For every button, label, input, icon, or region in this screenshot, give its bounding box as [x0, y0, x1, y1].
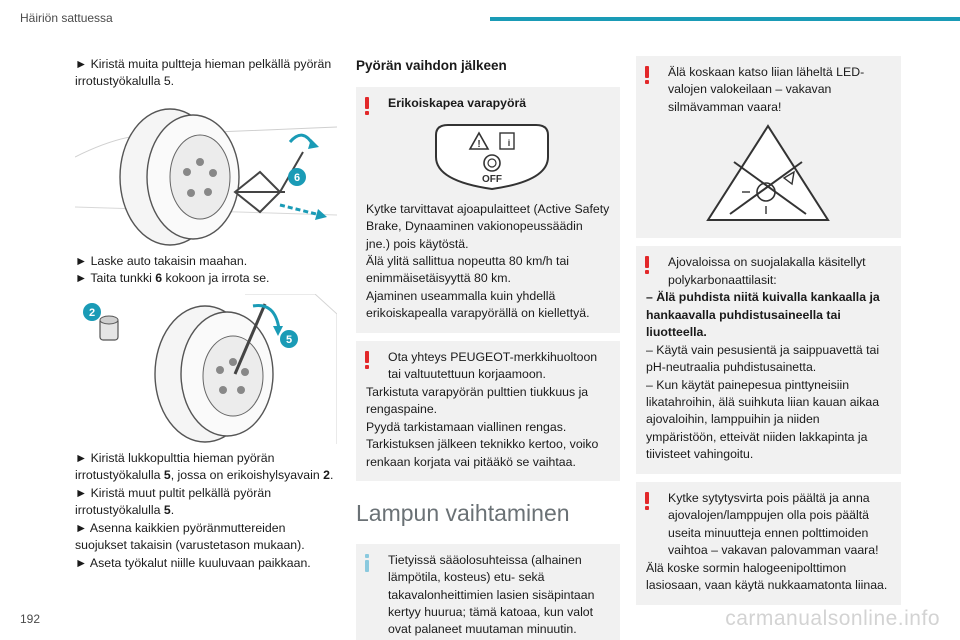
box-lead: Tietyissä sääolosuhteissa (alhainen lämpötila, kosteus) etu- sekä takavalonheittimien lasien sisäpintaan kertyy huurua; tämä katoaa, kun valot ovat palaneet muutaman minuutin. [388, 552, 595, 637]
warning-box-spare-wheel [356, 87, 620, 333]
column-left [75, 56, 337, 572]
box-lead: Älä koskaan katso liian läheltä LED-valojen valokeilaan – vakavan silmävamman vaara! [668, 65, 865, 114]
warning-icon [644, 66, 650, 84]
warning-icon [364, 351, 370, 369]
watermark: carmanualsonline.info [725, 607, 940, 631]
column-middle [356, 56, 620, 640]
step-tighten-bolts: ► Kiristä muita pultteja hieman pelkällä pyörän irrotustyökalulla 5. [75, 57, 332, 89]
step-tighten-lock-bolt: ► Kiristä lukkopulttia hieman pyörän irrotustyökalulla 5, jossa on erikoishylsyavain 2. [75, 450, 334, 483]
header-accent-bar [490, 17, 960, 21]
box-text: Älä ylitä sallittua nopeutta 80 km/h tai enimmäisetäisyyttä 80 km. [366, 253, 570, 286]
box-text: Tarkistuta varapyörän pulttien tiukkuus ja rengaspaine. [366, 384, 589, 417]
info-box-condensation [356, 544, 620, 640]
box-text: – Kun käytät painepesua pinttyneisiin likatahroihin, älä suihkuta liian kauan aikaa ajovaloihin, lamppuihin ja niiden ympäristöön, etteivät niiden lakkapinta ja tiivisteet vahingoitu. [646, 377, 880, 462]
box-text: Pyydä tarkistamaan viallinen rengas. [366, 419, 567, 434]
step-fold-jack: ► Taita tunkki 6 kokoon ja irrota se. [75, 271, 270, 286]
step-store-tools: ► Aseta työkalut niille kuuluvaan paikkaan. [75, 555, 311, 570]
header-title: Häiriön sattuessa [20, 11, 113, 25]
warning-box-burn [636, 482, 901, 605]
info-icon [364, 554, 370, 572]
box-text: Ajaminen useammalla kuin yhdellä erikoiskapealla varapyörällä on kiellettyä. [366, 288, 590, 321]
box-lead: Kytke sytytysvirta pois päältä ja anna ajovalojen/lamppujen olla pois päältä useita minuutteja ennen polttimoiden vaihtoa – vakavan palovamman vaara! [668, 490, 879, 558]
warning-box-led [636, 56, 901, 238]
box-text-bold: – Älä puhdista niitä kuivalla kankaalla ja hankaavalla puhdistusaineella tai liuotteella. [646, 290, 880, 340]
wheel-wrench-illustration [75, 294, 337, 444]
box-text: – Käytä vain pesusientä ja saippuavettä tai pH-neutraalia puhdistusainetta. [646, 342, 880, 375]
step-refit-covers: ► Asenna kaikkien pyöränmuttereiden suojukset takaisin (varustetason mukaan). [75, 520, 305, 553]
warning-icon [644, 492, 650, 510]
spare-wheel-warning-label [366, 119, 610, 195]
box-text: Tarkistuksen jälkeen teknikko kertoo, voiko renkaan korjata vai pitääkö se vaihtaa. [366, 437, 599, 469]
column-right [636, 56, 901, 613]
part-badge-2: 2 [88, 306, 96, 319]
svg-text:!: ! [477, 138, 481, 150]
part-badge-5: 5 [285, 333, 293, 346]
section-title-after-wheel-change: Pyörän vaihdon jälkeen [356, 58, 507, 73]
page-number: 192 [20, 612, 41, 626]
svg-text:i: i [507, 137, 511, 148]
wheel-jack-illustration [75, 97, 337, 247]
box-text: Kytke tarvittavat ajoapulaitteet (Active Safety Brake, Dynaaminen vakionopeussäädin jne.) pois käytöstä. [366, 201, 610, 251]
box-title: Erikoiskapea varapyörä [388, 96, 527, 111]
warning-icon [644, 256, 650, 274]
box-text: Älä koske sormin halogeenipolttimon lasiosaan, vaan käytä nukkaamatonta liinaa. [646, 560, 888, 593]
led-eye-warning-illustration [646, 122, 891, 222]
warning-box-contact-dealer [356, 341, 620, 481]
warning-box-polycarbonate [636, 246, 901, 473]
step-tighten-other-bolts: ► Kiristä muut pultit pelkällä pyörän irrotustyökalulla 5. [75, 485, 272, 518]
part-badge-6: 6 [293, 171, 301, 184]
step-lower-car: ► Laske auto takaisin maahan. [75, 253, 248, 268]
box-lead: Ajovaloissa on suojalakalla käsitellyt polykarbonaattilasit: [668, 255, 866, 287]
chapter-title-lamp-replacement: Lampun vaihtaminen [356, 499, 570, 526]
warning-icon [364, 97, 370, 115]
warning-triangle-icon [708, 126, 828, 220]
box-lead: Ota yhteys PEUGEOT-merkkihuoltoon tai valtuutettuun korjaamoon. [388, 349, 598, 382]
off-label: OFF [482, 173, 502, 185]
